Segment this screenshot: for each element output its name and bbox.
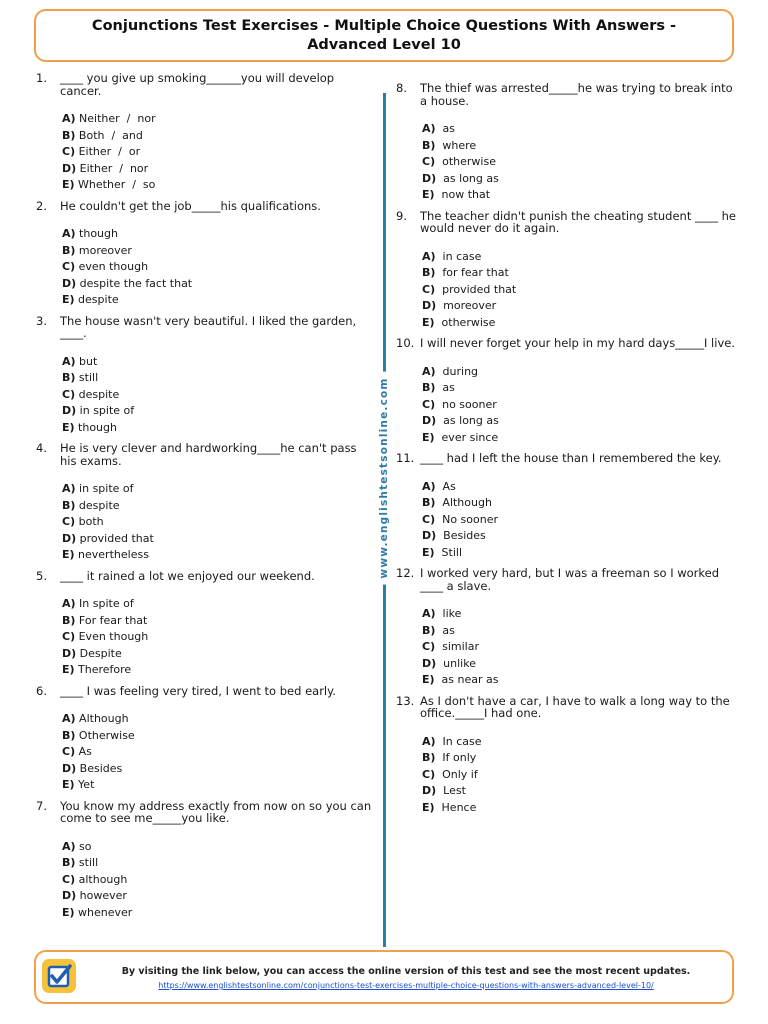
option-item[interactable] <box>62 420 376 437</box>
option-letter: E) <box>422 800 435 814</box>
question-text: The house wasn't very beautiful. I liked the garden, ____. <box>60 313 357 340</box>
option-item[interactable] <box>422 315 736 332</box>
option-letter: A) <box>62 597 76 610</box>
option-letter: C) <box>422 767 436 781</box>
question-stem <box>396 695 736 720</box>
question-6 <box>36 685 376 794</box>
option-text: moreover <box>436 299 497 312</box>
title-box <box>34 9 734 62</box>
option-letter: A) <box>422 479 436 493</box>
option-item[interactable] <box>422 265 736 282</box>
option-letter: A) <box>62 482 76 495</box>
question-text: He is very clever and hardworking____he can't pass his exams. <box>60 441 357 468</box>
option-text: despite <box>74 293 119 306</box>
option-item[interactable] <box>422 187 736 204</box>
option-text: in spite of <box>76 404 135 417</box>
option-letter: B) <box>62 728 76 742</box>
site-watermark: www.englishtestsonline.com <box>378 371 390 584</box>
option-item[interactable] <box>422 656 736 673</box>
option-letter: C) <box>422 512 436 526</box>
question-stem <box>396 210 736 235</box>
option-letter: D) <box>62 276 77 290</box>
page-title-line-2: Advanced Level 10 <box>307 36 461 53</box>
option-item[interactable] <box>62 481 376 498</box>
option-text: as long as <box>436 414 499 427</box>
option-letter: E) <box>62 548 75 561</box>
option-text: In spite of <box>75 597 134 610</box>
option-text: like <box>435 607 462 620</box>
option-text: as <box>435 381 455 394</box>
question-5 <box>36 570 376 679</box>
option-item[interactable] <box>422 545 736 562</box>
option-text: Either / nor <box>76 161 149 175</box>
option-item[interactable] <box>62 629 376 646</box>
option-text: during <box>435 364 479 378</box>
option-text: unlike <box>436 656 476 670</box>
option-item[interactable] <box>62 514 376 531</box>
option-text: As <box>75 745 92 758</box>
option-item[interactable] <box>62 662 376 679</box>
option-letter: A) <box>62 354 76 368</box>
question-text: ____ had I left the house than I remembered the key. <box>420 451 722 465</box>
option-text: provided that <box>435 282 517 296</box>
option-text: for fear that <box>435 266 509 279</box>
question-stem <box>396 452 736 465</box>
options-list <box>62 354 376 437</box>
option-item[interactable] <box>62 111 376 128</box>
options-list <box>422 734 736 817</box>
option-item[interactable] <box>62 354 376 371</box>
question-text: ____ I was feeling very tired, I went to bed early. <box>60 683 336 698</box>
options-list <box>62 226 376 309</box>
options-list <box>422 606 736 689</box>
question-number: 6. <box>36 683 47 698</box>
question-4 <box>36 442 376 564</box>
question-stem <box>36 685 376 698</box>
option-item[interactable] <box>422 606 736 623</box>
question-number: 9. <box>396 208 407 223</box>
option-text: Although <box>435 496 492 509</box>
question-7 <box>36 800 376 922</box>
option-letter: B) <box>62 371 76 384</box>
question-number: 11. <box>396 451 415 465</box>
option-text: in spite of <box>75 482 134 495</box>
option-item[interactable] <box>422 121 736 138</box>
option-text: ever since <box>434 430 499 444</box>
question-3 <box>36 315 376 437</box>
option-letter: D) <box>422 171 437 185</box>
question-number: 5. <box>36 568 47 583</box>
option-letter: D) <box>62 889 77 902</box>
option-text: Either / or <box>75 145 141 158</box>
option-text: otherwise <box>435 155 496 168</box>
option-item[interactable] <box>422 380 736 397</box>
option-item[interactable] <box>62 292 376 309</box>
option-text: but <box>75 354 98 368</box>
question-text: ____ it rained a lot we enjoyed our weekend. <box>60 568 315 583</box>
option-text: Lest <box>436 784 466 797</box>
question-number: 1. <box>36 71 47 85</box>
option-letter: E) <box>62 778 75 791</box>
question-text: As I don't have a car, I have to walk a long way to the office._____I had one. <box>420 693 730 720</box>
option-item[interactable] <box>62 613 376 630</box>
option-text: as near as <box>434 673 499 686</box>
option-item[interactable] <box>422 282 736 299</box>
option-letter: E) <box>62 293 75 306</box>
option-text: Yet <box>74 778 95 791</box>
option-text: Even though <box>75 630 149 643</box>
option-item[interactable] <box>422 623 736 640</box>
option-text: so <box>75 839 92 853</box>
option-item[interactable] <box>62 761 376 778</box>
option-text: as long as <box>436 171 499 185</box>
option-letter: C) <box>62 145 76 158</box>
options-list <box>422 249 736 332</box>
option-text: Despite <box>76 646 122 660</box>
online-test-link[interactable]: https://www.englishtestsonline.com/conjunctions-test-exercises-multiple-choice-questions-with-answers-advanced-level-10/ <box>158 981 654 990</box>
option-item[interactable] <box>62 177 376 194</box>
option-letter: E) <box>62 663 75 676</box>
option-letter: B) <box>62 856 76 869</box>
option-letter: C) <box>422 640 436 653</box>
options-list <box>62 481 376 564</box>
question-text: ____ you give up smoking______you will develop cancer. <box>60 71 335 98</box>
option-item[interactable] <box>62 596 376 613</box>
question-11 <box>396 452 736 561</box>
question-text: The teacher didn't punish the cheating student ____ he would never do it again. <box>420 208 737 235</box>
options-list <box>62 839 376 922</box>
option-text: Whether / so <box>74 178 156 191</box>
option-item[interactable] <box>62 547 376 564</box>
option-item[interactable] <box>62 905 376 922</box>
option-text: Besides <box>436 529 486 542</box>
option-item[interactable] <box>422 528 736 545</box>
option-letter: B) <box>62 613 76 627</box>
option-item[interactable] <box>422 364 736 381</box>
question-stem <box>36 570 376 583</box>
option-item[interactable] <box>62 855 376 872</box>
option-letter: B) <box>422 496 436 509</box>
option-text: Besides <box>76 761 123 775</box>
option-text: Although <box>75 712 129 725</box>
option-item[interactable] <box>62 711 376 728</box>
question-number: 8. <box>396 81 407 95</box>
column-divider-bottom <box>383 575 386 947</box>
option-item[interactable] <box>422 750 736 767</box>
option-text: If only <box>435 751 477 764</box>
option-letter: C) <box>62 630 76 643</box>
question-text: I will never forget your help in my hard days_____I live. <box>420 336 735 350</box>
option-text: still <box>75 371 99 384</box>
option-item[interactable] <box>62 403 376 420</box>
option-letter: C) <box>422 155 436 168</box>
option-letter: A) <box>422 607 436 620</box>
option-letter: B) <box>422 751 436 764</box>
option-letter: B) <box>62 128 76 142</box>
option-item[interactable] <box>62 128 376 145</box>
option-item[interactable] <box>422 767 736 784</box>
question-number: 7. <box>36 798 47 813</box>
option-item[interactable] <box>422 672 736 689</box>
question-number: 12. <box>396 566 415 580</box>
question-stem <box>36 315 376 340</box>
option-letter: B) <box>422 381 436 394</box>
option-letter: A) <box>62 227 76 240</box>
option-text: as <box>435 122 456 135</box>
option-item[interactable] <box>422 734 736 751</box>
option-item[interactable] <box>62 243 376 260</box>
option-text: as <box>435 623 455 637</box>
option-item[interactable] <box>62 144 376 161</box>
option-text: In case <box>435 734 482 748</box>
option-text: despite <box>75 387 120 401</box>
question-stem <box>36 200 376 213</box>
option-letter: E) <box>422 673 435 686</box>
option-letter: B) <box>422 266 436 279</box>
option-letter: A) <box>422 249 436 263</box>
option-text: similar <box>435 640 479 653</box>
option-text: now that <box>434 188 491 201</box>
question-9 <box>396 210 736 332</box>
option-item[interactable] <box>422 397 736 414</box>
option-letter: D) <box>422 656 437 670</box>
option-item[interactable] <box>62 872 376 889</box>
option-item[interactable] <box>422 249 736 266</box>
option-item[interactable] <box>62 370 376 387</box>
question-number: 4. <box>36 441 47 455</box>
options-list <box>422 121 736 204</box>
option-letter: B) <box>422 623 436 637</box>
option-item[interactable] <box>422 171 736 188</box>
option-text: still <box>75 856 99 869</box>
option-item[interactable] <box>62 728 376 745</box>
option-item[interactable] <box>62 387 376 404</box>
option-text: moreover <box>75 243 132 257</box>
question-2 <box>36 200 376 309</box>
option-text: though <box>74 420 117 434</box>
option-text: Still <box>434 545 463 559</box>
option-text: though <box>75 227 118 240</box>
option-letter: E) <box>422 545 435 559</box>
option-letter: B) <box>62 498 76 512</box>
option-item[interactable] <box>62 777 376 794</box>
option-letter: B) <box>422 138 436 152</box>
checkbox-check-icon <box>42 959 76 993</box>
option-letter: A) <box>62 112 76 125</box>
footer-box <box>34 950 734 1004</box>
question-stem <box>396 337 736 350</box>
option-text: Neither / nor <box>75 112 156 125</box>
question-12 <box>396 567 736 689</box>
option-item[interactable] <box>62 276 376 293</box>
question-number: 13. <box>396 693 415 708</box>
option-item[interactable] <box>422 495 736 512</box>
option-letter: E) <box>422 315 435 329</box>
option-text: provided that <box>76 531 154 545</box>
left-column <box>36 72 376 927</box>
question-stem <box>396 567 736 592</box>
question-stem <box>36 442 376 467</box>
option-letter: A) <box>62 839 76 853</box>
question-10 <box>396 337 736 446</box>
options-list <box>422 479 736 562</box>
options-list <box>422 364 736 447</box>
option-text: even though <box>75 260 149 273</box>
option-letter: C) <box>422 282 436 296</box>
question-number: 3. <box>36 313 47 328</box>
option-item[interactable] <box>62 498 376 515</box>
option-item[interactable] <box>422 138 736 155</box>
question-text: The thief was arrested_____he was trying to break into a house. <box>420 81 733 108</box>
question-text: He couldn't get the job_____his qualifications. <box>60 198 321 213</box>
option-letter: A) <box>62 712 76 725</box>
footer-text: By visiting the link below, you can access the online version of this test and see the most recent updates. <box>121 966 691 977</box>
option-text: Only if <box>435 767 478 781</box>
option-letter: D) <box>422 299 437 312</box>
option-letter: D) <box>62 646 77 660</box>
option-letter: C) <box>62 387 76 401</box>
option-text: although <box>75 872 128 886</box>
option-letter: C) <box>62 515 76 528</box>
option-letter: A) <box>422 734 436 748</box>
option-item[interactable] <box>62 161 376 178</box>
option-letter: D) <box>62 161 77 175</box>
option-letter: D) <box>62 531 77 545</box>
option-letter: A) <box>422 364 436 378</box>
option-text: despite <box>75 498 120 512</box>
option-letter: D) <box>62 404 77 417</box>
option-letter: E) <box>62 178 75 191</box>
option-item[interactable] <box>422 639 736 656</box>
option-item[interactable] <box>422 413 736 430</box>
option-text: where <box>435 138 477 152</box>
option-text: otherwise <box>434 315 496 329</box>
option-text: Otherwise <box>75 728 135 742</box>
option-letter: E) <box>62 420 75 434</box>
option-letter: E) <box>62 905 75 919</box>
option-item[interactable] <box>62 888 376 905</box>
option-letter: E) <box>422 188 435 201</box>
option-letter: C) <box>62 872 76 886</box>
option-text: no sooner <box>435 397 497 411</box>
question-stem <box>36 800 376 825</box>
option-item[interactable] <box>62 839 376 856</box>
option-text: Therefore <box>74 663 132 676</box>
option-item[interactable] <box>62 531 376 548</box>
question-stem <box>36 72 376 97</box>
option-item[interactable] <box>422 800 736 817</box>
option-item[interactable] <box>62 646 376 663</box>
option-text: however <box>76 889 127 902</box>
question-text: You know my address exactly from now on so you can come to see me_____you like. <box>60 798 372 825</box>
option-item[interactable] <box>422 154 736 171</box>
option-letter: C) <box>62 260 76 273</box>
question-13 <box>396 695 736 817</box>
question-8 <box>396 82 736 204</box>
right-column <box>396 82 736 822</box>
question-1 <box>36 72 376 194</box>
question-number: 2. <box>36 198 47 213</box>
option-item[interactable] <box>422 512 736 529</box>
option-text: As <box>435 479 456 493</box>
option-letter: D) <box>422 414 437 427</box>
option-letter: D) <box>422 529 437 542</box>
option-letter: E) <box>422 430 435 444</box>
page-title-line-1: Conjunctions Test Exercises - Multiple Choice Questions With Answers - <box>91 17 677 34</box>
option-item[interactable] <box>62 226 376 243</box>
option-text: Both / and <box>75 128 143 142</box>
option-item[interactable] <box>62 744 376 761</box>
options-list <box>62 711 376 794</box>
option-text: Hence <box>434 800 477 814</box>
option-letter: C) <box>422 397 436 411</box>
options-list <box>62 596 376 679</box>
question-text: I worked very hard, but I was a freeman so I worked ____ a slave. <box>420 566 720 593</box>
option-item[interactable] <box>422 783 736 800</box>
option-item[interactable] <box>422 479 736 496</box>
option-item[interactable] <box>422 298 736 315</box>
option-text: nevertheless <box>74 548 149 561</box>
option-letter: B) <box>62 243 76 257</box>
option-letter: D) <box>62 761 77 775</box>
option-text: For fear that <box>75 613 148 627</box>
option-letter: A) <box>422 122 436 135</box>
option-text: despite the fact that <box>76 276 193 290</box>
option-text: in case <box>435 249 482 263</box>
option-text: No sooner <box>435 512 499 526</box>
option-text: whenever <box>74 905 133 919</box>
option-letter: D) <box>422 784 437 797</box>
option-letter: C) <box>62 745 76 758</box>
option-text: both <box>75 515 104 528</box>
options-list <box>62 111 376 194</box>
question-number: 10. <box>396 336 415 350</box>
option-item[interactable] <box>62 259 376 276</box>
question-stem <box>396 82 736 107</box>
option-item[interactable] <box>422 430 736 447</box>
